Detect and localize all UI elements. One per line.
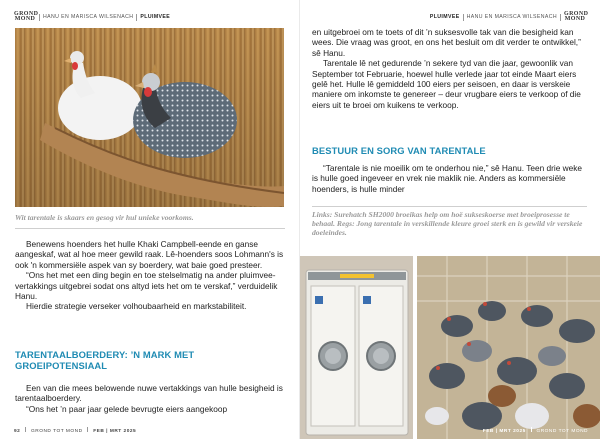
header-divider <box>560 14 561 21</box>
section-heading: TARENTAALBOERDERY: ’N MARK MET GROEIPOTENSIAAL <box>15 349 195 371</box>
footer-magazine: GROND TOT MOND <box>536 429 588 434</box>
paragraph: Hierdie strategie verseker volhoubaarheid en markstabiliteit. <box>26 301 247 312</box>
photo-caption: Links: Surehatch SH2000 broeikas help om hoë sukseskoerse met broeiprosesse te behaal. Regs: Jong tarentale in verskillende kleure groei sterk en is gewild vir verskeie doeleindes. <box>312 210 583 237</box>
header-section: PLUIMVEE <box>140 14 171 20</box>
magazine-logo: GROND MOND <box>14 11 39 22</box>
right-body-text-2 <box>312 163 587 194</box>
header-authors: HANU EN MARISCA WILSENACH <box>466 14 557 20</box>
left-header <box>14 10 170 24</box>
paragraph: “Ons het met een ding begin en toe stelselmatig na ander pluimvee-vertakkings uitgebrei sodat ons altyd iets het om te verskaf,” verduidelik Hanu. <box>15 270 278 302</box>
footer-divider <box>25 427 26 432</box>
footer-divider <box>531 427 532 432</box>
left-footer <box>14 427 136 434</box>
keets-illustration <box>417 256 600 439</box>
guinea-fowl-photo <box>15 28 284 207</box>
header-divider <box>463 14 464 21</box>
photo-caption: Wit tarentale is skaars en gesog vir hul unieke voorkoms. <box>15 213 194 222</box>
footer-issue: FEB | MRT 2025 <box>93 429 137 434</box>
caption-rule <box>15 228 285 229</box>
right-page <box>300 0 600 439</box>
page-number: 92 <box>14 429 21 434</box>
left-body-text <box>15 239 285 312</box>
header-divider <box>39 14 40 21</box>
paragraph: “Ons het ’n paar jaar gelede bevrugte eiers aangekoop <box>26 403 228 414</box>
incubator-illustration <box>300 256 413 439</box>
footer-issue: FEB | MRT 2025 <box>482 429 526 434</box>
paragraph: “Tarentale is nie moeilik om te onderhou nie,” sê Hanu. Teen drie weke is hulle goed ingeveer en vrek nie maklik nie. Anders as kommersiële hoenders, is hulle minder <box>312 163 583 194</box>
header-divider <box>136 14 137 21</box>
right-body-text <box>312 27 587 110</box>
magazine-logo: GROND MOND <box>564 11 589 22</box>
section-heading: BESTUUR EN SORG VAN TARENTALE <box>312 145 486 156</box>
paragraph: Tarentale lê net gedurende ’n sekere tyd van die jaar, gewoonlik van September tot Februarie, hoewel hulle verlede jaar tot einde Maart eiers gelê het. Hulle lê gemiddeld 100 eiers per seisoen, en daar is verskeie maniere om inkomste te genereer – deur vrugbare eiers te verkoop of die eiers uit te broei om kuikens te verkoop. <box>312 58 581 110</box>
paragraph: Benewens hoenders het hulle Khaki Campbell-eende en ganse aangeskaf, wat al hoe meer gewild raak. Lê-hoenders soos Lohmann's is ook 'n kommersiële aspek van sy boerdery, wat baie goed presteer. <box>15 239 284 270</box>
guinea-fowl-illustration <box>15 28 284 207</box>
footer-divider <box>87 427 88 432</box>
left-body-text-2 <box>15 383 285 414</box>
right-header <box>429 10 589 24</box>
header-authors: HANU EN MARISCA WILSENACH <box>43 14 134 20</box>
caption-rule <box>312 206 587 207</box>
header-section: PLUIMVEE <box>429 14 460 20</box>
incubator-photo <box>300 256 413 439</box>
paragraph: Een van die mees belowende nuwe vertakkings van hulle besigheid is tarentaalboerdery. <box>15 383 283 404</box>
footer-magazine: GROND TOT MOND <box>31 429 83 434</box>
young-guinea-fowl-photo <box>417 256 600 439</box>
paragraph: en uitgebroei om te toets of dit ’n suksesvolle tak van die besigheid kan wees. Die vraag was groot, en ons het besluit om dit verder te ontwikkel,” sê Hanu. <box>312 27 581 58</box>
right-footer <box>483 427 588 434</box>
